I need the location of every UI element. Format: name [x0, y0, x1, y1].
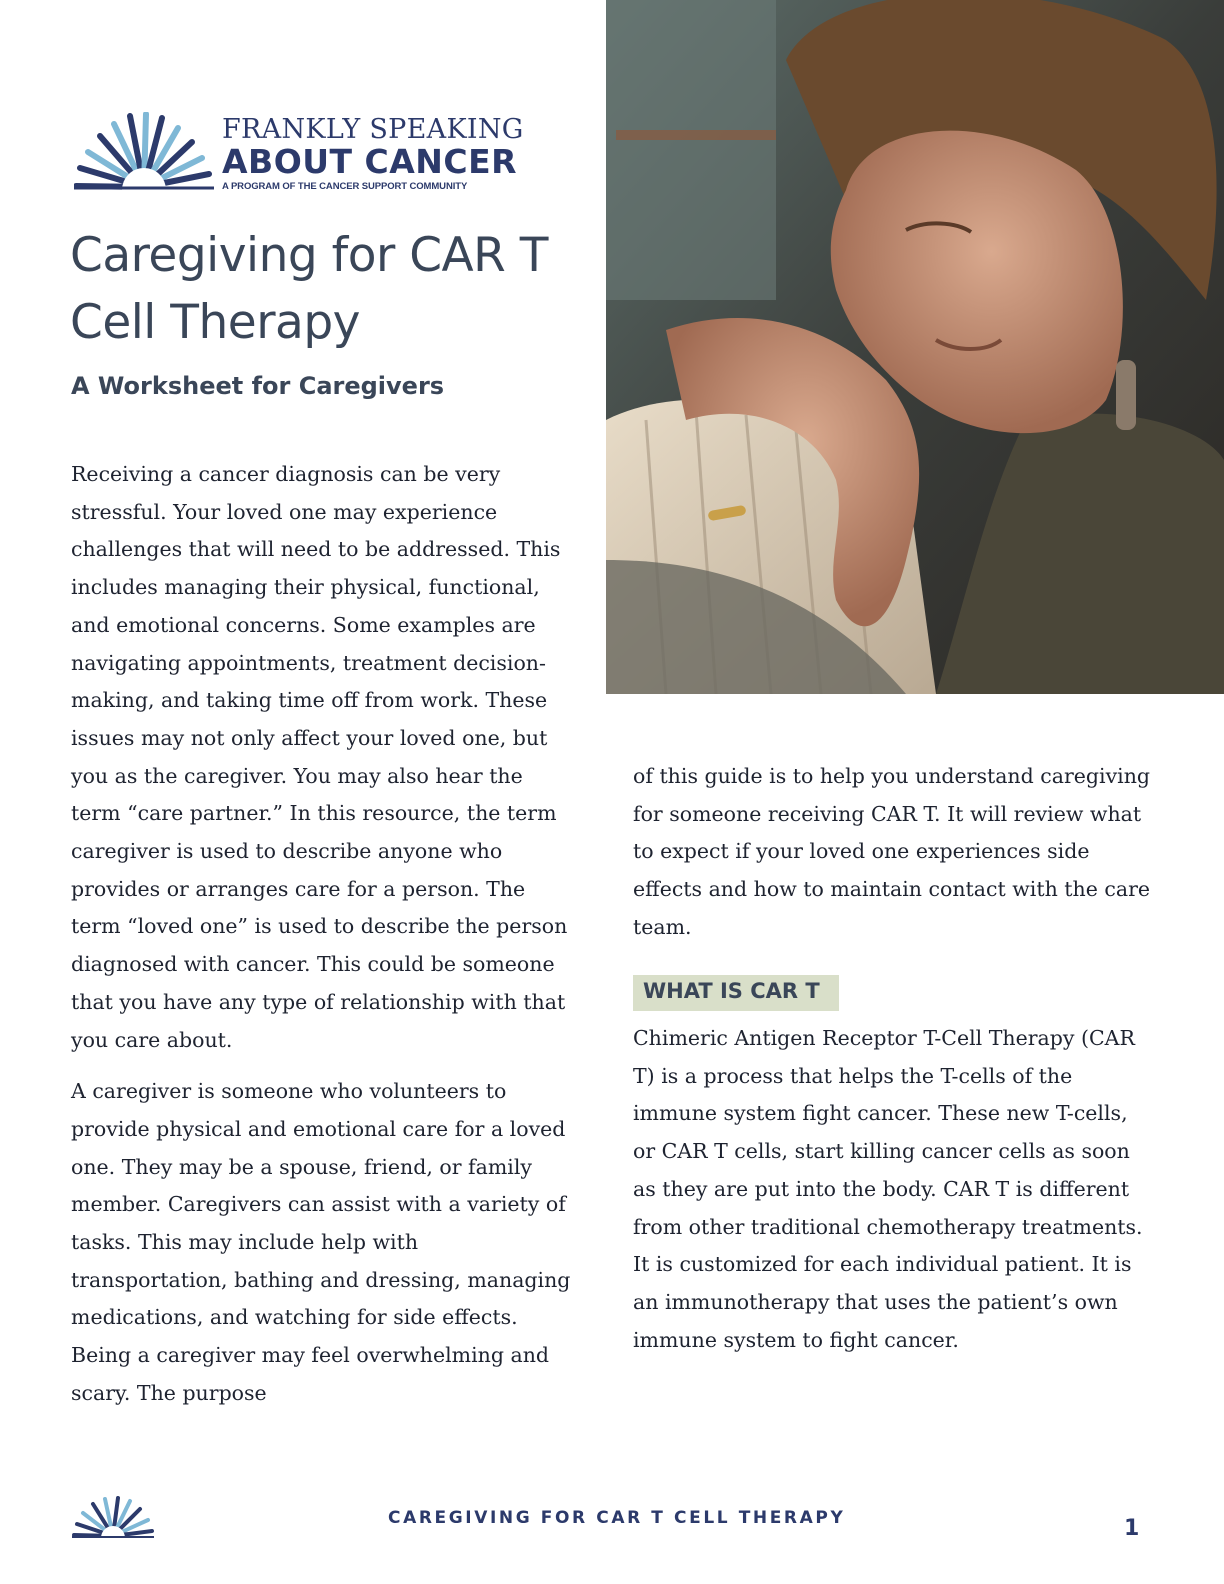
intro-paragraph: Receiving a cancer diagnosis can be very stressful. Your loved one may experience challenges that will need to be addressed. This includes managing their physical, functional, and emotional concerns. Some examples are navigating appointments, treatment decision-making, and taking time off from work. These issues may not only affect your loved one, but you as the caregiver. You may also hear the term “care partner.” In this resource, the term caregiver is used to describe anyone who provides or arranges care for a person. The term “loved one” is used to describe the person diagnosed with cancer. This could be someone that you have any type of relationship with that you care about. [71, 462, 568, 1052]
logo-text-frankly-speaking: FRANKLY SPEAKING [222, 114, 524, 145]
caregivers-hugging-photo [606, 0, 1224, 694]
footer-sunburst-icon [72, 1496, 154, 1538]
caregiver-paragraph: A caregiver is someone who volunteers to provide physical and emotional care for a loved one. They may be a spouse, friend, or family member. Caregivers can assist with a variety of tasks. This may include help with transportation, bathing and dressing, managing medications, and watching for side effects. Being a caregiver may feel overwhelming and scary. The purpose [71, 1079, 571, 1405]
page-title: Caregiving for CAR T Cell Therapy [70, 228, 548, 350]
sunburst-rays-icon [74, 112, 214, 190]
page-subtitle: A Worksheet for Caregivers [71, 372, 445, 400]
logo-text-about-cancer: ABOUT CANCER [222, 142, 518, 181]
logo-tagline: A PROGRAM OF THE CANCER SUPPORT COMMUNITY [222, 181, 468, 192]
footer-title: CAREGIVING FOR CAR T CELL THERAPY [388, 1508, 846, 1528]
car-t-paragraph: Chimeric Antigen Receptor T-Cell Therapy (CAR T) is a process that helps the T-cells of the immune system fight cancer. These new T-cells, or CAR T cells, start killing cancer cells as soon as they are put into the body. CAR T is different from other traditional chemotherapy treatments. It is customized for each individual patient. It is an immunotherapy that uses the patient’s own immune system to fight cancer. [633, 1026, 1143, 1352]
frankly-speaking-logo [74, 112, 544, 192]
page-number: 1 [1124, 1516, 1140, 1541]
section-heading: WHAT IS CAR T [643, 979, 820, 1003]
photo-illustration [606, 0, 1224, 694]
purpose-paragraph: of this guide is to help you understand caregiving for someone receiving CAR T. It will review what to expect if your loved one experiences side effects and how to maintain contact with the care team. [633, 764, 1151, 939]
left-column [71, 456, 571, 1427]
